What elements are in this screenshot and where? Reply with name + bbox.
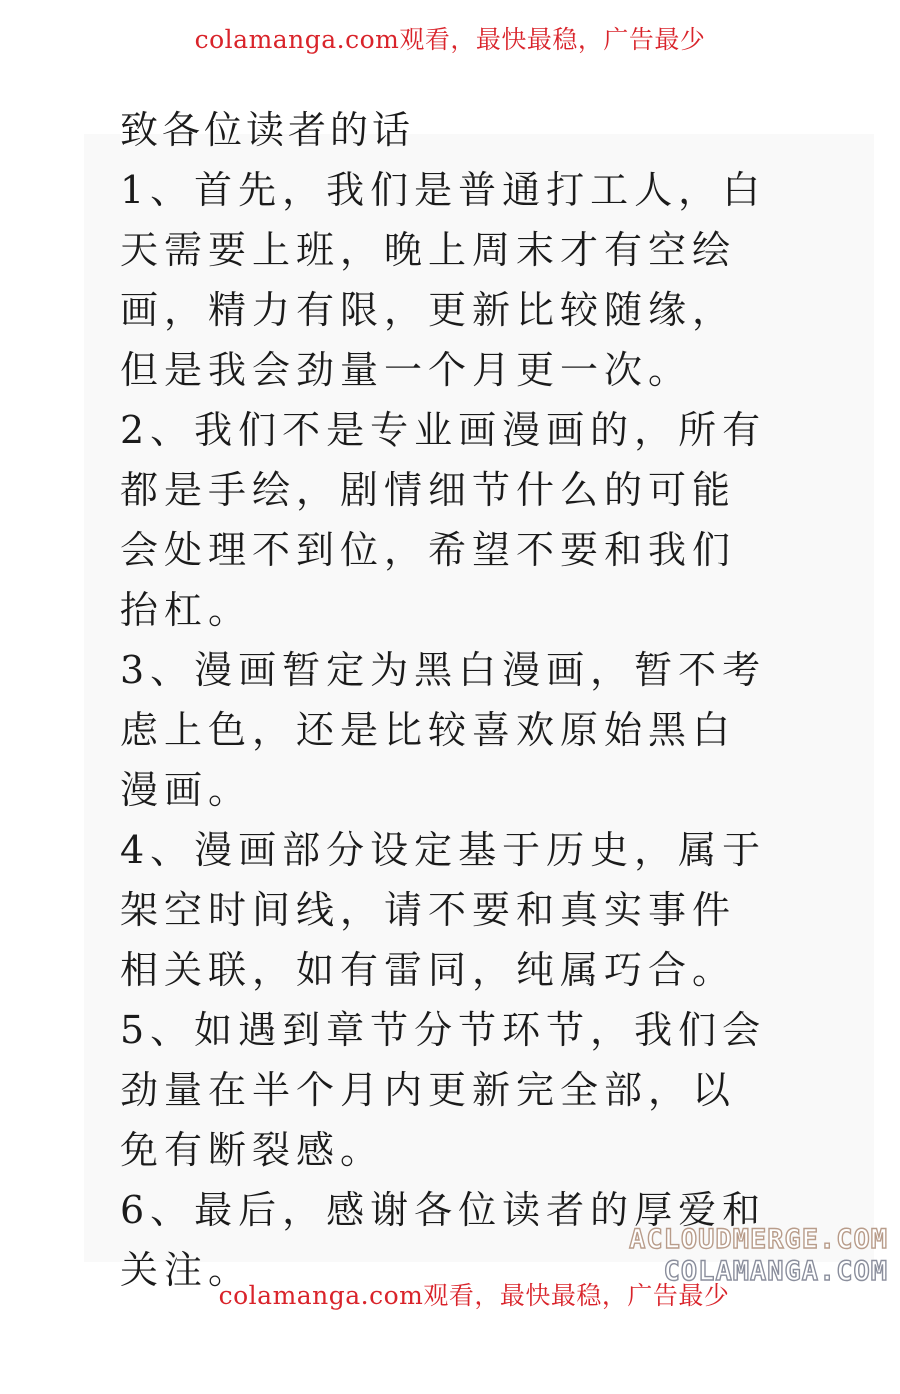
notice-line: 4、漫画部分设定基于历史，属于 (120, 828, 767, 872)
ad-banner-top: colamanga.com观看，最快最稳，广告最少 (194, 25, 706, 54)
notice-block (120, 100, 800, 1300)
notice-line: 虑上色，还是比较喜欢原始黑白 (120, 708, 737, 752)
notice-line: 架空时间线，请不要和真实事件 (120, 888, 737, 932)
notice-line: 都是手绘，剧情细节什么的可能 (120, 468, 737, 512)
notice-line: 画，精力有限，更新比较随缘， (120, 288, 737, 332)
notice-line: 6、最后，感谢各位读者的厚爱和 (120, 1188, 767, 1232)
notice-line: 1、首先，我们是普通打工人，白 (120, 168, 767, 212)
notice-line: 3、漫画暂定为黑白漫画，暂不考 (120, 648, 767, 692)
notice-line: 但是我会劲量一个月更一次。 (120, 348, 693, 392)
ad-banner-bottom: colamanga.com观看，最快最稳，广告最少 (218, 1281, 730, 1310)
notice-title: 致各位读者的话 (120, 108, 415, 152)
notice-line: 相关联，如有雷同，纯属巧合。 (120, 948, 737, 992)
notice-line: 天需要上班，晚上周末才有空绘 (120, 228, 737, 272)
notice-line: 劲量在半个月内更新完全部，以 (120, 1068, 737, 1112)
notice-line: 漫画。 (120, 768, 253, 812)
watermark-acloudmerge: ACLOUDMERGE.COM (629, 1224, 888, 1255)
notice-line: 会处理不到位，希望不要和我们 (120, 528, 737, 572)
notice-line: 抬杠。 (120, 588, 253, 632)
notice-line: 2、我们不是专业画漫画的，所有 (120, 408, 767, 452)
watermark-colamanga: COLAMANGA.COM (663, 1256, 888, 1287)
notice-line: 免有断裂感。 (120, 1128, 385, 1172)
notice-line: 5、如遇到章节分节环节，我们会 (120, 1008, 767, 1052)
notice-line: 关注。 (120, 1248, 253, 1292)
